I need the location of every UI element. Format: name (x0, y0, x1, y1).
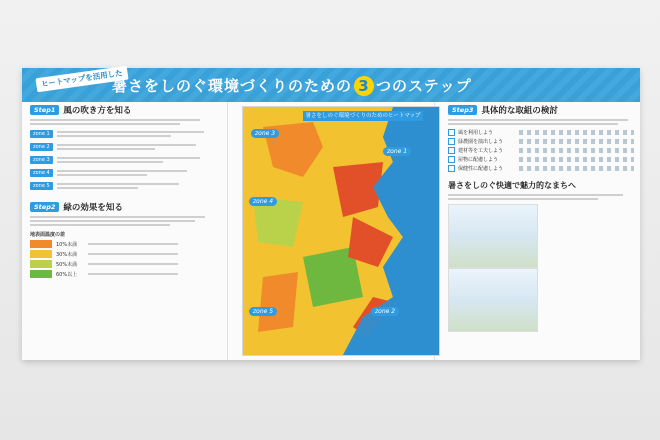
legend-swatch (30, 240, 52, 248)
action-label: 風を利用しよう (458, 130, 494, 136)
legend-label: 30%未満 (56, 251, 78, 258)
step3-header (448, 104, 634, 116)
step1-title: 風の吹き方を知る (63, 106, 132, 116)
brochure (22, 68, 640, 360)
text-line (30, 123, 180, 125)
action-label: 建材等を工夫しよう (458, 148, 504, 154)
text-line (30, 220, 195, 222)
legend-row (30, 260, 220, 268)
title-number: 3 (354, 76, 374, 96)
step2-header (30, 201, 220, 213)
step2-badge: Step2 (30, 202, 59, 212)
action-row (448, 138, 634, 145)
step2-title: 緑の効果を知る (63, 203, 123, 213)
action-label: 屋物に配慮しよう (458, 157, 499, 163)
legend-row (30, 240, 220, 248)
zone-tag: zone 1 (30, 130, 53, 138)
banner-title (112, 75, 472, 96)
map-zone-label: zone 2 (371, 307, 399, 316)
check-icon (448, 129, 455, 136)
legend-row (30, 270, 220, 278)
legend-label: 60%以上 (56, 271, 78, 278)
action-row (448, 129, 634, 136)
step1-header (30, 104, 220, 116)
heat-map (242, 106, 440, 356)
check-icon (448, 165, 455, 172)
legend-label: 50%未満 (56, 261, 78, 268)
legend-label: 10%未満 (56, 241, 78, 248)
action-label: 緑農園を演出しよう (458, 139, 504, 145)
legend-swatch (30, 270, 52, 278)
map-zone-label: zone 4 (249, 197, 277, 206)
legend-row (30, 250, 220, 258)
legend-swatch (30, 260, 52, 268)
zone-row (30, 142, 220, 152)
legend-title: 地表面温度の差 (30, 232, 66, 238)
check-icon (448, 138, 455, 145)
action-row (448, 165, 634, 172)
legend-swatch (30, 250, 52, 258)
left-panel (30, 104, 220, 280)
text-line (30, 119, 200, 121)
banner-tag: ヒートマップを活用した (35, 66, 128, 93)
zone-tag: zone 4 (30, 169, 53, 177)
map-title: 暑さをしのぐ環境づくりのためのヒートマップ (303, 111, 423, 121)
zone-tag: zone 3 (30, 156, 53, 164)
map-zone-label: zone 3 (251, 129, 279, 138)
zone-tag: zone 5 (30, 182, 53, 190)
zone-row (30, 129, 220, 139)
town-title: 暑さをしのぐ快適で魅力的なまちへ (448, 181, 576, 190)
right-panel (448, 104, 634, 332)
title-banner (22, 68, 640, 102)
zone-row (30, 168, 220, 178)
action-row (448, 156, 634, 163)
fold-line (227, 68, 228, 360)
map-zone-label: zone 5 (249, 307, 277, 316)
heat-map-graphic (243, 107, 439, 355)
zone-tag: zone 2 (30, 143, 53, 151)
text-line (30, 216, 205, 218)
check-icon (448, 156, 455, 163)
step3-title: 具体的な取組の検討 (481, 106, 558, 116)
check-icon (448, 147, 455, 154)
step3-badge: Step3 (448, 105, 477, 115)
map-zone-label: zone 1 (383, 147, 411, 156)
town-illustration (448, 204, 538, 268)
title-text: 暑さをしのぐ環境づくりのための (112, 77, 353, 95)
step1-badge: Step1 (30, 105, 59, 115)
title-text-end: つのステップ (376, 77, 472, 95)
action-label: 保健性に配慮しよう (458, 166, 504, 172)
zone-row (30, 155, 220, 165)
action-row (448, 147, 634, 154)
zone-row (30, 181, 220, 191)
town-illustration (448, 268, 538, 332)
text-line (30, 224, 170, 226)
